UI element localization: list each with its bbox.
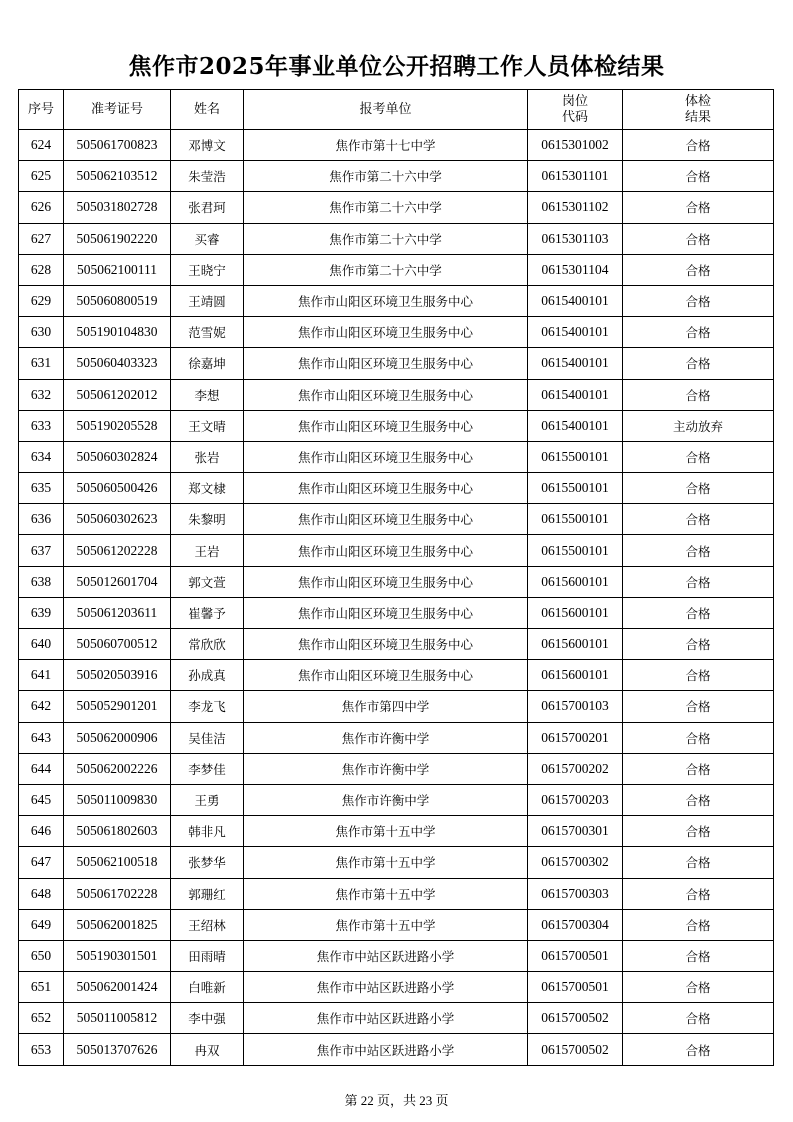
cell-unit: 焦作市中站区跃进路小学 [244,940,528,971]
cell-name: 张君珂 [171,192,244,223]
cell-seq: 642 [19,691,64,722]
table-row [19,130,774,161]
table-row [19,379,774,410]
cell-unit: 焦作市第十五中学 [244,816,528,847]
cell-exam-no: 505060403323 [64,348,171,379]
cell-post-code: 0615301102 [528,192,623,223]
cell-exam-no: 505060700512 [64,629,171,660]
cell-unit: 焦作市山阳区环境卫生服务中心 [244,348,528,379]
cell-post-code: 0615500101 [528,504,623,535]
table-row [19,1034,774,1065]
cell-seq: 632 [19,379,64,410]
table-row [19,597,774,628]
header-post-line2: 代码 [561,109,588,125]
cell-name: 郑文棣 [171,473,244,504]
cell-seq: 631 [19,348,64,379]
cell-exam-no: 505190104830 [64,317,171,348]
cell-exam-no: 505020503916 [64,660,171,691]
cell-seq: 626 [19,192,64,223]
cell-seq: 652 [19,1003,64,1034]
cell-name: 常欣欣 [171,629,244,660]
cell-post-code: 0615400101 [528,285,623,316]
cell-result: 合格 [623,1034,774,1065]
cell-post-code: 0615301104 [528,254,623,285]
table-row [19,441,774,472]
cell-unit: 焦作市许衡中学 [244,784,528,815]
table-row [19,722,774,753]
cell-post-code: 0615700202 [528,753,623,784]
cell-result: 合格 [623,317,774,348]
cell-exam-no: 505013707626 [64,1034,171,1065]
cell-result: 合格 [623,285,774,316]
table-row [19,317,774,348]
cell-seq: 646 [19,816,64,847]
cell-post-code: 0615400101 [528,379,623,410]
cell-unit: 焦作市山阳区环境卫生服务中心 [244,441,528,472]
cell-unit: 焦作市中站区跃进路小学 [244,972,528,1003]
cell-post-code: 0615700301 [528,816,623,847]
cell-seq: 645 [19,784,64,815]
cell-result: 合格 [623,441,774,472]
cell-seq: 638 [19,566,64,597]
cell-exam-no: 505031802728 [64,192,171,223]
cell-unit: 焦作市山阳区环境卫生服务中心 [244,410,528,441]
cell-name: 王文晴 [171,410,244,441]
cell-name: 田雨晴 [171,940,244,971]
cell-name: 朱莹浩 [171,161,244,192]
cell-post-code: 0615600101 [528,660,623,691]
cell-result: 合格 [623,1003,774,1034]
cell-seq: 634 [19,441,64,472]
cell-post-code: 0615400101 [528,317,623,348]
table-row [19,784,774,815]
cell-post-code: 0615700201 [528,722,623,753]
table-row [19,285,774,316]
cell-seq: 641 [19,660,64,691]
cell-name: 冉双 [171,1034,244,1065]
cell-unit: 焦作市第四中学 [244,691,528,722]
cell-name: 韩非凡 [171,816,244,847]
cell-unit: 焦作市第十五中学 [244,909,528,940]
cell-name: 朱黎明 [171,504,244,535]
cell-exam-no: 505060800519 [64,285,171,316]
cell-exam-no: 505062001825 [64,909,171,940]
cell-post-code: 0615500101 [528,535,623,566]
cell-post-code: 0615500101 [528,441,623,472]
cell-post-code: 0615301002 [528,130,623,161]
header-unit: 报考单位 [244,90,528,130]
cell-result: 合格 [623,691,774,722]
table-row [19,972,774,1003]
table-row [19,753,774,784]
cell-post-code: 0615700501 [528,940,623,971]
cell-name: 王勇 [171,784,244,815]
cell-unit: 焦作市第二十六中学 [244,192,528,223]
cell-unit: 焦作市第二十六中学 [244,161,528,192]
cell-unit: 焦作市山阳区环境卫生服务中心 [244,317,528,348]
cell-result: 合格 [623,878,774,909]
cell-post-code: 0615301103 [528,223,623,254]
cell-post-code: 0615400101 [528,348,623,379]
table-row [19,348,774,379]
cell-result: 合格 [623,784,774,815]
cell-result: 合格 [623,161,774,192]
cell-name: 崔馨予 [171,597,244,628]
cell-result: 合格 [623,847,774,878]
cell-name: 范雪妮 [171,317,244,348]
table-row [19,816,774,847]
header-seq: 序号 [19,90,64,130]
cell-result: 合格 [623,722,774,753]
cell-seq: 651 [19,972,64,1003]
cell-unit: 焦作市许衡中学 [244,753,528,784]
cell-post-code: 0615500101 [528,473,623,504]
cell-unit: 焦作市山阳区环境卫生服务中心 [244,597,528,628]
cell-unit: 焦作市第十五中学 [244,878,528,909]
cell-name: 王绍林 [171,909,244,940]
cell-post-code: 0615600101 [528,597,623,628]
cell-post-code: 0615700103 [528,691,623,722]
cell-exam-no: 505061902220 [64,223,171,254]
page-title: 焦作市2025年事业单位公开招聘工作人员体检结果 [128,53,665,80]
cell-exam-no: 505062001424 [64,972,171,1003]
table-row [19,161,774,192]
table-row [19,192,774,223]
cell-exam-no: 505060302824 [64,441,171,472]
cell-post-code: 0615600101 [528,629,623,660]
table-row [19,254,774,285]
cell-post-code: 0615400101 [528,410,623,441]
cell-result: 合格 [623,192,774,223]
cell-seq: 653 [19,1034,64,1065]
cell-unit: 焦作市山阳区环境卫生服务中心 [244,379,528,410]
cell-unit: 焦作市中站区跃进路小学 [244,1034,528,1065]
cell-seq: 633 [19,410,64,441]
cell-unit: 焦作市山阳区环境卫生服务中心 [244,660,528,691]
cell-post-code: 0615700304 [528,909,623,940]
cell-exam-no: 505062100518 [64,847,171,878]
cell-post-code: 0615700302 [528,847,623,878]
cell-name: 孙成真 [171,660,244,691]
cell-seq: 650 [19,940,64,971]
cell-name: 张梦华 [171,847,244,878]
cell-result: 合格 [623,940,774,971]
cell-exam-no: 505052901201 [64,691,171,722]
cell-unit: 焦作市山阳区环境卫生服务中心 [244,473,528,504]
cell-name: 郭文萱 [171,566,244,597]
cell-result: 合格 [623,972,774,1003]
cell-exam-no: 505011009830 [64,784,171,815]
cell-name: 王岩 [171,535,244,566]
header-post-code [528,90,623,130]
table-row [19,223,774,254]
cell-exam-no: 505061202012 [64,379,171,410]
cell-result: 合格 [623,629,774,660]
cell-seq: 649 [19,909,64,940]
cell-exam-no: 505060302623 [64,504,171,535]
cell-name: 白唯新 [171,972,244,1003]
cell-result: 合格 [623,753,774,784]
cell-seq: 635 [19,473,64,504]
cell-result: 合格 [623,535,774,566]
cell-result: 合格 [623,566,774,597]
cell-result: 合格 [623,473,774,504]
cell-exam-no: 505012601704 [64,566,171,597]
cell-seq: 629 [19,285,64,316]
cell-post-code: 0615700502 [528,1034,623,1065]
cell-unit: 焦作市第十五中学 [244,847,528,878]
cell-exam-no: 505190301501 [64,940,171,971]
cell-result: 主动放弃 [623,410,774,441]
cell-post-code: 0615301101 [528,161,623,192]
cell-result: 合格 [623,660,774,691]
cell-name: 李梦佳 [171,753,244,784]
cell-seq: 637 [19,535,64,566]
cell-seq: 624 [19,130,64,161]
cell-exam-no: 505061802603 [64,816,171,847]
results-table [18,89,774,1066]
cell-seq: 639 [19,597,64,628]
table-row [19,909,774,940]
cell-exam-no: 505061700823 [64,130,171,161]
cell-name: 徐嘉坤 [171,348,244,379]
cell-exam-no: 505062103512 [64,161,171,192]
cell-exam-no: 505062100111 [64,254,171,285]
cell-result: 合格 [623,597,774,628]
table-row [19,535,774,566]
cell-result: 合格 [623,130,774,161]
cell-result: 合格 [623,254,774,285]
cell-name: 李龙飞 [171,691,244,722]
cell-name: 邓博文 [171,130,244,161]
cell-post-code: 0615700501 [528,972,623,1003]
cell-unit: 焦作市第二十六中学 [244,254,528,285]
cell-seq: 648 [19,878,64,909]
table-row [19,566,774,597]
table-row [19,629,774,660]
table-row [19,504,774,535]
cell-unit: 焦作市许衡中学 [244,722,528,753]
cell-unit: 焦作市山阳区环境卫生服务中心 [244,504,528,535]
cell-post-code: 0615600101 [528,566,623,597]
cell-exam-no: 505062000906 [64,722,171,753]
cell-exam-no: 505062002226 [64,753,171,784]
table-row [19,878,774,909]
table-row [19,473,774,504]
cell-name: 王晓宁 [171,254,244,285]
cell-seq: 643 [19,722,64,753]
cell-seq: 640 [19,629,64,660]
cell-unit: 焦作市山阳区环境卫生服务中心 [244,285,528,316]
cell-seq: 628 [19,254,64,285]
cell-result: 合格 [623,816,774,847]
header-result-line1: 体检 [684,93,711,109]
cell-name: 郭珊红 [171,878,244,909]
cell-seq: 647 [19,847,64,878]
table-header-row [19,90,774,130]
cell-unit: 焦作市第二十六中学 [244,223,528,254]
cell-post-code: 0615700203 [528,784,623,815]
cell-post-code: 0615700502 [528,1003,623,1034]
table-body [19,130,774,1066]
header-result [623,90,774,130]
cell-name: 吴佳洁 [171,722,244,753]
cell-name: 张岩 [171,441,244,472]
header-exam-no: 准考证号 [64,90,171,130]
cell-unit: 焦作市山阳区环境卫生服务中心 [244,535,528,566]
cell-name: 买睿 [171,223,244,254]
cell-unit: 焦作市第十七中学 [244,130,528,161]
cell-unit: 焦作市山阳区环境卫生服务中心 [244,566,528,597]
header-name: 姓名 [171,90,244,130]
table-row [19,660,774,691]
cell-exam-no: 505060500426 [64,473,171,504]
cell-seq: 644 [19,753,64,784]
cell-exam-no: 505011005812 [64,1003,171,1034]
cell-result: 合格 [623,504,774,535]
cell-result: 合格 [623,379,774,410]
table-row [19,847,774,878]
cell-result: 合格 [623,909,774,940]
cell-result: 合格 [623,348,774,379]
cell-unit: 焦作市中站区跃进路小学 [244,1003,528,1034]
cell-exam-no: 505061702228 [64,878,171,909]
cell-name: 李中强 [171,1003,244,1034]
cell-seq: 625 [19,161,64,192]
page-footer: 第 22 页，共 23 页 [344,1093,449,1108]
cell-seq: 627 [19,223,64,254]
cell-exam-no: 505061203611 [64,597,171,628]
table-row [19,940,774,971]
header-result-line2: 结果 [684,109,711,125]
cell-seq: 630 [19,317,64,348]
table-row [19,691,774,722]
table-row [19,410,774,441]
cell-exam-no: 505061202228 [64,535,171,566]
cell-seq: 636 [19,504,64,535]
cell-post-code: 0615700303 [528,878,623,909]
cell-name: 王靖圆 [171,285,244,316]
cell-exam-no: 505190205528 [64,410,171,441]
table-row [19,1003,774,1034]
cell-name: 李想 [171,379,244,410]
header-post-line1: 岗位 [561,93,588,109]
cell-unit: 焦作市山阳区环境卫生服务中心 [244,629,528,660]
cell-result: 合格 [623,223,774,254]
